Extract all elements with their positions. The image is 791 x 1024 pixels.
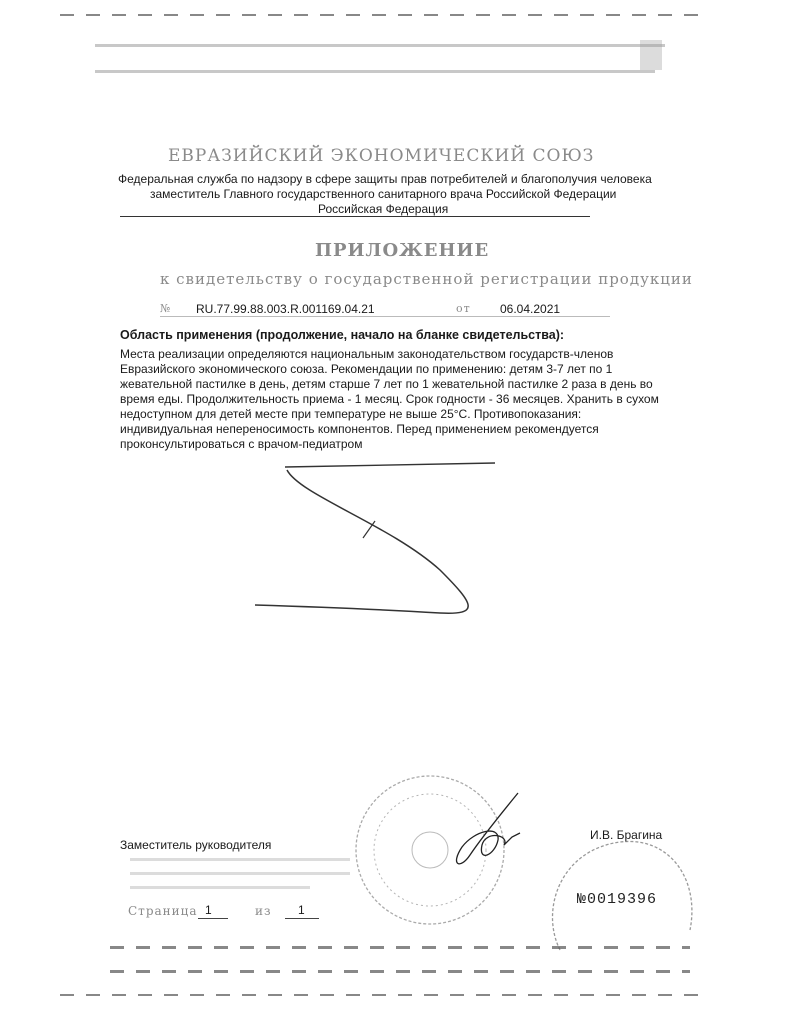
serial-number: №0019396: [577, 891, 658, 908]
header-rule: [120, 216, 590, 217]
page-current: 1: [205, 903, 212, 917]
signer-position: Заместитель руководителя: [120, 838, 272, 852]
scan-noise-mark: [640, 40, 662, 70]
page-of: из: [255, 904, 272, 918]
body-line: жевательной пастилке в день, детям старше 7 лет по 1 жевательной пастилке 2 раза в день во: [120, 377, 653, 391]
number-prefix: №: [160, 302, 172, 315]
body-line: Места реализации определяются национальным законодательством государств-членов: [120, 347, 614, 361]
registration-number: RU.77.99.88.003.R.001169.04.21: [196, 302, 375, 316]
title-rule: [160, 316, 610, 317]
scan-noise-line: [60, 14, 700, 16]
scan-noise-line: [110, 970, 690, 973]
body-line: Евразийского экономического союза. Рекомендации по применению: детям 3-7 лет по 1: [120, 362, 613, 376]
page-total: 1: [298, 903, 305, 917]
signer-name: И.В. Брагина: [590, 828, 663, 842]
annex-subheading: к свидетельству о государственной регистрации продукции: [160, 270, 693, 288]
scan-noise-line: [130, 858, 350, 861]
scan-noise-line: [130, 872, 350, 875]
annex-heading: ПРИЛОЖЕНИЕ: [315, 240, 490, 261]
registration-date: 06.04.2021: [500, 302, 561, 316]
body-line: проконсультироваться с врачом-педиатром: [120, 437, 363, 451]
deputy-title: заместитель Главного государственного санитарного врача Российской Федерации: [150, 187, 617, 201]
union-name: ЕВРАЗИЙСКИЙ ЭКОНОМИЧЕСКИЙ СОЮЗ: [168, 146, 595, 166]
scan-noise-line: [60, 994, 700, 996]
scan-noise-line: [130, 886, 310, 889]
body-line: время еды. Продолжительность приема - 1 месяц. Срок годности - 36 месяцев. Хранить в сухом: [120, 392, 659, 406]
page-label: Страница: [128, 904, 198, 918]
page-underline: [198, 918, 228, 919]
agency-name: Федеральная служба по надзору в сфере защиты прав потребителей и благополучия человека: [118, 172, 652, 186]
signature: [440, 785, 540, 885]
page-underline: [285, 918, 319, 919]
date-prefix: от: [456, 302, 471, 315]
scan-noise-line: [95, 70, 655, 73]
section-title: Область применения (продолжение, начало на бланке свидетельства):: [120, 328, 565, 342]
scan-noise-line: [110, 946, 690, 949]
body-line: индивидуальная непереносимость компонентов. Перед применением рекомендуется: [120, 422, 599, 436]
scan-noise-line: [95, 44, 665, 47]
body-line: недоступном для детей месте при температуре не выше 25°С. Противопоказания:: [120, 407, 582, 421]
void-mark: [240, 455, 510, 630]
country-name: Российская Федерация: [318, 202, 449, 216]
